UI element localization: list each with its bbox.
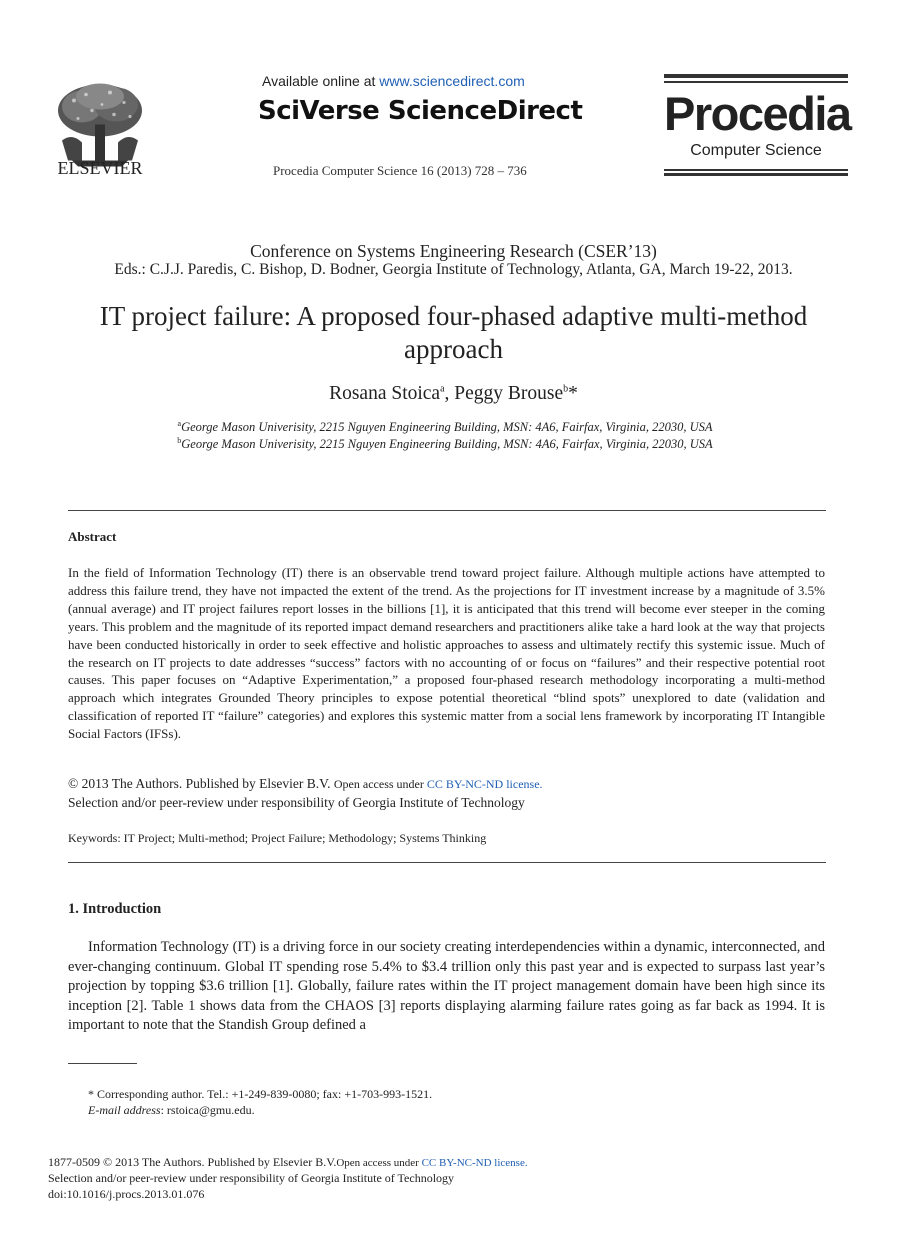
abstract-text: In the field of Information Technology (IT) there is an observable trend toward project failure. Although multiple actions have attempted to address this failure trend, they have not impacted the extent of the trend. As the projections for IT investment increase by a magnitude of 3.5% (annual average) and IT project failures report losses in the billions [1], it is anticipated that this trend will become ever steeper in the coming years. This problem and the magnitude of its reported impact demand researchers and practitioners alike take a hard look at the way that projects have been conducted historically in order to seek effective and holistic approaches to assess and ultimately rectify this systemic issue. Much of the research on IT projects to date addresses “success” factors with no accounting of or focus on “failures” and their respective potential root causes. This paper focuses on “Adaptive Experimentation,” a proposed four-phased research methodology incorporating a multi-method approach which integrates Grounded Theory principles to expose potential theoretical “blind spots” unexplored to date (validation and classification of reported IT “failure” categories) and explores this systemic matter from a social lens framework by incorporating IT Intangible Social Factors (IFSs).	[68, 565, 825, 742]
abstract-selection: Selection and/or peer-review under responsibility of Georgia Institute of Technology	[68, 795, 525, 810]
footer-issn	[48, 1155, 528, 1170]
author-1: Rosana Stoica	[329, 383, 441, 404]
abstract-top-rule	[68, 510, 826, 511]
footnote-email	[88, 1103, 255, 1118]
conference-name: Conference on Systems Engineering Research (CSER’13)	[250, 241, 657, 261]
affiliation-a-text: George Mason Univerisity, 2215 Nguyen Engineering Building, MSN: 4A6, Fairfax, Virginia, 22030, USA	[181, 420, 713, 435]
footer-issn-main: 1877-0509 © 2013 The Authors. Published by Elsevier B.V.	[48, 1155, 337, 1169]
sciverse-logo: SciVerse ScienceDirect	[258, 96, 583, 126]
title-line-1: IT project failure: A proposed four-phased adaptive multi-method	[99, 301, 808, 331]
affiliation-a	[0, 419, 890, 435]
introduction-heading: 1. Introduction	[68, 901, 162, 917]
sciencedirect-link[interactable]: www.sciencedirect.com	[379, 73, 525, 89]
abstract-heading: Abstract	[68, 529, 117, 544]
available-prefix: Available online at	[262, 73, 380, 89]
elsevier-wordmark: ELSEVIER	[57, 158, 143, 178]
available-online	[262, 73, 525, 89]
footer-doi: doi:10.1016/j.procs.2013.01.076	[48, 1187, 205, 1201]
journal-reference: Procedia Computer Science 16 (2013) 728 – 736	[273, 163, 527, 178]
license-link[interactable]: CC BY-NC-ND license.	[426, 777, 543, 791]
procedia-name: Procedia	[664, 87, 851, 140]
footnote-corresponding: * Corresponding author. Tel.: +1-249-839-0080; fax: +1-703-993-1521.	[88, 1087, 433, 1101]
email-value: : rstoica@gmu.edu.	[160, 1103, 255, 1117]
author-2: Peggy Brouse	[454, 383, 564, 404]
email-label: E-mail address	[88, 1103, 161, 1117]
affiliation-a-sup: a	[177, 419, 182, 428]
affiliation-b-sup: b	[177, 436, 182, 445]
footnote-rule	[68, 1063, 137, 1064]
abstract-copyright	[68, 776, 543, 792]
affiliation-b-text: George Mason Univerisity, 2215 Nguyen Engineering Building, MSN: 4A6, Fairfax, Virginia, 22030, USA	[181, 437, 713, 452]
procedia-logo	[664, 74, 851, 176]
corresponding-mark: *	[568, 383, 578, 404]
author-1-sup: a	[440, 383, 445, 395]
copyright-main: © 2013 The Authors. Published by Elsevier B.V.	[68, 776, 331, 791]
open-access-label: Open access under	[333, 777, 427, 791]
footer-license-link[interactable]: CC BY-NC-ND license.	[421, 1157, 528, 1169]
introduction-text: Information Technology (IT) is a driving force in our society creating interdependencies within a dynamic, interconnected, and ever-changing continuum. Global IT spending rose 5.4% to $3.4 trillion only this past year and is expected to surpass last year’s projection by topping $3.6 trillion [1]. Globally, failure rates within the IT project management domain have been high since its inception [2]. Table 1 shows data from the CHAOS [3] reports displaying alarming failure rates going as far back as 1994. It is important to note that the Standish Group defined a	[68, 939, 825, 1033]
authors	[0, 383, 907, 405]
paper-title	[0, 300, 907, 366]
title-line-2: approach	[404, 334, 503, 364]
keywords: Keywords: IT Project; Multi-method; Project Failure; Methodology; Systems Thinking	[68, 831, 487, 845]
author-separator: ,	[444, 383, 455, 404]
footer-selection: Selection and/or peer-review under responsibility of Georgia Institute of Technology	[48, 1171, 455, 1185]
procedia-subtitle: Computer Science	[690, 142, 822, 159]
affiliation-b	[0, 436, 890, 452]
abstract-bottom-rule	[68, 862, 826, 863]
footer-open-access: Open access under	[336, 1157, 422, 1169]
conference-editors: Eds.: C.J.J. Paredis, C. Bishop, D. Bodner, Georgia Institute of Technology, Atlanta, GA, March 19-22, 2013.	[114, 261, 793, 278]
author-2-sup: b	[563, 383, 569, 395]
